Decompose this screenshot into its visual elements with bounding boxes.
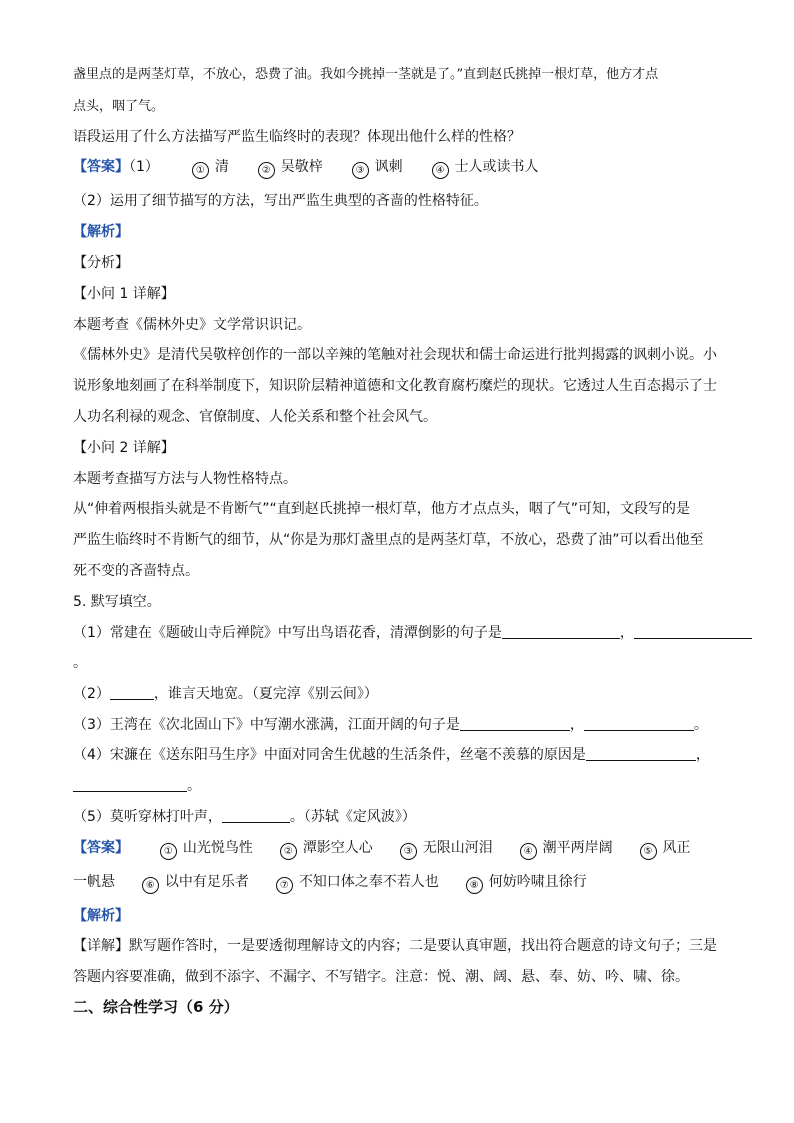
fill-blank-item: （4）宋濂在《送东阳马生序》中面对同舍生优越的生活条件，丝毫不羡慕的原因是 ， — [73, 747, 710, 763]
passage-line: 盏里点的是两茎灯草，不放心，恐费了油。我如今挑掉一茎就是了。”直到赵氏挑掉一根灯草，他方才点 — [73, 67, 659, 82]
fill-blank-item-cont: 。 — [73, 777, 723, 795]
circled-number: ⑧ — [466, 877, 483, 894]
answer-item: ⑦ 不知口体之奉不若人也 — [276, 874, 439, 890]
passage-line: 点头，咽了气。 — [73, 99, 165, 114]
circled-number: ② — [258, 162, 275, 179]
answer-blank[interactable] — [222, 808, 290, 823]
document-page — [73, 64, 723, 1016]
q5-analysis-label: 【解析】 — [73, 908, 129, 924]
fenxi-label: 【分析】 — [73, 255, 129, 271]
answer-item: ② 潭影空人心 — [280, 840, 373, 856]
question-5-title: 5. 默写填空。 — [73, 594, 161, 610]
circled-number: ④ — [432, 162, 449, 179]
answer-item: ① 山光悦鸟性 — [160, 840, 253, 856]
fill-blank-item: （1）常建在《题破山寺后禅院》中写出鸟语花香，清潭倒影的句子是 ， — [73, 624, 723, 642]
fill-blank-item: （5）莫听穿林打叶声， 。（苏轼《定风波》） — [73, 809, 416, 825]
paragraph-line: 人功名利禄的观念、官僚制度、人伦关系和整个社会风气。 — [73, 409, 437, 425]
sub-question-2-text: 本题考查描写方法与人物性格特点。 — [73, 471, 297, 487]
circled-number: ③ — [400, 843, 417, 860]
circled-number: ⑤ — [640, 843, 657, 860]
q5-detail-line: 【详解】默写题作答时，一是要透彻理解诗文的内容；二是要认真审题，找出符合题意的诗文句子；三是 — [73, 938, 717, 954]
answer-blank[interactable] — [584, 716, 694, 731]
paragraph-line: 《儒林外史》是清代吴敬梓创作的一部以辛辣的笔触对社会现状和儒士命运进行批判揭露的讽刺小说。小 — [73, 347, 717, 363]
circled-number: ② — [280, 843, 297, 860]
sub-question-1-text: 本题考查《儒林外史》文学常识识记。 — [73, 317, 311, 333]
answer-item: ② 吴敬梓 — [258, 159, 323, 175]
question-text: 语段运用了什么方法描写严监生临终时的表现？体现出他什么样的性格？ — [73, 129, 521, 145]
answer-blank[interactable] — [73, 777, 187, 792]
paragraph-line: 严监生临终时不肯断气的细节，从“你是为那灯盏里点的是两茎灯草，不放心，恐费了油”可以看出他至 — [73, 532, 704, 548]
section-2-title: 二、综合性学习（6 分） — [73, 998, 239, 1016]
paragraph-line: 死不变的吝啬特点。 — [73, 563, 199, 579]
q5-detail-line: 答题内容要准确，做到不添字、不漏字、不写错字。注意：悦、潮、阔、悬、奉、妨、吟、啸、徐。 — [73, 969, 689, 985]
answer-item: ④ 士人或读书人 — [432, 159, 539, 175]
q5-answer-line-2: 一帆悬 ⑥ 以中有足乐者 ⑦ 不知口体之奉不若人也 ⑧ 何妨吟啸且徐行 — [73, 873, 723, 894]
circled-number: ① — [160, 843, 177, 860]
sub-question-2-label: 【小问 2 详解】 — [73, 440, 175, 456]
fill-blank-item: （2） ，谁言天地宽。（夏完淳《别云间》） — [73, 686, 378, 702]
answer-item: ③ 讽刺 — [352, 159, 403, 175]
answer-item: ⑧ 何妨吟啸且徐行 — [466, 874, 587, 890]
sub-question-1-label: 【小问 1 详解】 — [73, 286, 175, 302]
circled-number: ⑦ — [276, 877, 293, 894]
answer-line-1 — [73, 158, 723, 179]
answer-blank[interactable] — [502, 624, 620, 639]
answer-blank[interactable] — [110, 685, 154, 700]
circled-number: ③ — [352, 162, 369, 179]
q5-answer-line-1 — [73, 839, 723, 860]
fill-blank-item: （3）王湾在《次北固山下》中写潮水涨满，江面开阔的句子是 ， 。 — [73, 717, 708, 733]
answer-item: ④ 潮平两岸阔 — [520, 840, 613, 856]
circled-number: ① — [192, 162, 209, 179]
paragraph-line: 说形象地刻画了在科举制度下，知识阶层精神道德和文化教育腐朽糜烂的现状。它透过人生百态揭示了士 — [73, 378, 717, 394]
answer-line-2: （2）运用了细节描写的方法，写出严监生典型的吝啬的性格特征。 — [73, 193, 488, 209]
answer-blank[interactable] — [634, 624, 752, 639]
fill-blank-item-end: 。 — [73, 655, 87, 671]
answer-blank[interactable] — [586, 746, 696, 761]
answer-prefix: （1） — [129, 159, 159, 175]
answer-blank[interactable] — [460, 716, 570, 731]
analysis-label: 【解析】 — [73, 224, 129, 240]
answer-item: ⑤ 风正 — [640, 840, 691, 856]
answer-label: 【答案】 — [73, 840, 129, 856]
circled-number: ④ — [520, 843, 537, 860]
paragraph-line: 从“伸着两根指头就是不肯断气”“直到赵氏挑掉一根灯草，他方才点点头，咽了气”可知，文段写的是 — [73, 501, 691, 517]
answer-label: 【答案】 — [73, 159, 129, 175]
answer-item: ③ 无限山河泪 — [400, 840, 493, 856]
answer-item: ① 清 — [192, 159, 229, 175]
answer-item: ⑥ 以中有足乐者 — [142, 874, 249, 890]
detail-label: 【详解】 — [73, 938, 129, 954]
circled-number: ⑥ — [142, 877, 159, 894]
